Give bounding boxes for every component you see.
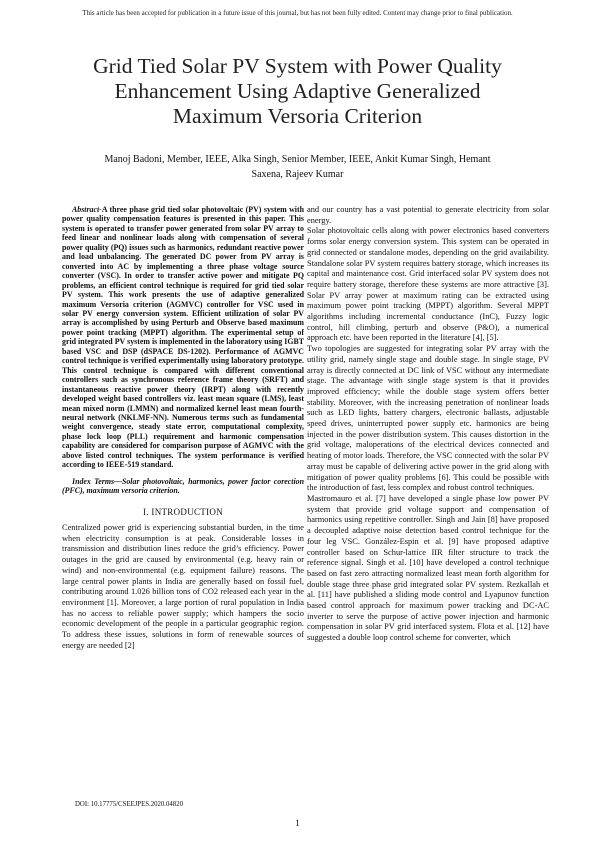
abstract [62, 205, 304, 470]
author-list [70, 152, 525, 182]
doi-line: DOI: 10.17775/CSEEJPES.2020.04820 [75, 801, 184, 808]
title-line: Enhancement Using Adaptive Generalized [114, 79, 481, 103]
abstract-label: Abstract- [72, 205, 102, 214]
abstract-text: A three phase grid tied solar photovoltaic (PV) system with power quality compensation features is presented in this paper. This system is operated to transfer power generated from solar PV array to feed linear and nonlinear loads along with compensation of several power quality (PQ) issues such as harmonics, redundant reactive power and load unbalancing. The generated DC power from PV array is converted into AC by implementing a three phase voltage source converter (VSC). In order to transfer active power and mitigate PQ problems, an efficient control technique is required for grid tied solar PV system. This work presents the use of adaptive generalized maximum Versoria criterion (AGMVC) controller for VSC used in solar PV energy conversion system. Efficient utilization of solar PV array is accomplished by using Perturb and Observe based maximum power point tracking (MPPT) algorithm. The experimental setup of grid integrated PV system is implemented in the laboratory using IGBT based VSC and DSP (dSPACE DS-1202). Performance of AGMVC control technique is verified experimentally using laboratory prototype. This control technique is compared with different conventional controllers such as synchronous reference frame theory (SRFT) and instantaneous reactive power theory (IRPT) along with recently developed weight based controllers viz. least mean square (LMS), least mean mixed norm (LMMN) and normalized kernel least mean fourth-neural network (NKLMF-NN). Numerous terms such as fundamental weight convergence, steady state error, computational complexity, phase lock loop (PLL) requirement and harmonic compensation capability are considered for comparison purpose of AGMVC with the above listed control techniques. The system performance is verified according to IEEE-519 standard. [62, 205, 304, 470]
author-line: Saxena, Rajeev Kumar [251, 169, 344, 180]
title-line: Maximum Versoria Criterion [172, 104, 423, 128]
left-column [62, 205, 304, 651]
publication-note: This article has been accepted for publication in a future issue of this journal, but has not been fully edited. Content may change prior to final publication. [82, 9, 513, 17]
paper-title [40, 54, 555, 129]
index-terms: Index Terms—Solar photovoltaic, harmonics, power factor corection (PFC), maximum versoria criterion. [62, 476, 304, 496]
page-number: 1 [295, 818, 300, 828]
right-column [307, 205, 549, 644]
title-line: Grid Tied Solar PV System with Power Quality [93, 54, 502, 78]
intro-paragraph: Centralized power grid is experiencing substantial burden, in the time when electricity consumption is at peak. Considerable losses in transmission and distribution lines reduce the grid’s efficiency. Power outages in the grid are caused by environmental (e.g. heavy rain or wind) and non-environmental (e.g. equipment failure) reasons. The large central power plants in India are generally based on fossil fuel, contributing around 1.026 billion tons of CO2 released each year in the environment [1]. Moreover, a large portion of rural population in India has no access to reliable power supply; which hampers the socio economic development of the people in a particular geographic region. To address these issues, solutions in form of renewable sources of energy are needed [2] [62, 523, 304, 650]
body-paragraph: Solar photovoltaic cells along with power electronics based converters forms solar energy conversion system. This system can be operated in grid connected or standalone modes, depending on the grid availability. Standalone solar PV system requires battery storage, which increases its capital and maintenance cost. Grid interfaced solar PV system does not require battery storage, therefore these systems are more attractive [3]. Solar PV array power at maximum rating can be extracted using maximum power point tracking (MPPT) algorithm. Several MPPT algorithms including incremental conductance (InC), Fuzzy logic control, hill climbing, perturb and observe (P&O), a numerical approach etc. have been reported in the literature [4], [5]. [307, 226, 549, 343]
section-heading: I. INTRODUCTION [143, 506, 223, 517]
body-paragraph: Two topologies are suggested for integrating solar PV array with the utility grid, namely single stage and double stage. In single stage, PV array is directly connected at DC link of VSC without any intermediate stage. The advantage with single stage system is that it provides improved efficiency; while the double stage system offers better stability. Moreover, with the increasing penetration of nonlinear loads such as LED lights, battery chargers, electronic ballasts, adjustable speed drives, uninterrupted power supply etc. harmonics are being injected in the power distribution system. This causes distortion in the grid voltage, maloperations of the electrical devices connected and heating of motor loads. Therefore, the VSC connected with the solar PV array must be capable of delivering active power in the grid along with mitigation of power quality problems [6]. This could be possible with the introduction of fast, less complex and robust control techniques. [307, 344, 549, 493]
body-paragraph: and our country has a vast potential to generate electricity from solar energy. [307, 205, 549, 225]
body-paragraph: Mastromauro et al. [7] have developed a single phase low power PV system that provide grid voltage support and compensation of harmonics using repetitive controller. Singh and Jain [8] have proposed a decoupled adaptive noise detection based control technique for the four leg VSC. González-Espin et al. [9] have proposed adaptive controller based on Schur-lattice IIR filter structure to track the reference signal. Singh et al. [10] have developed a control technique based on fast zero attracting normalized least mean forth algorithm for double stage three phase grid integrated solar PV system. Rezkallah et al. [11] have published a sliding mode control and Lyapunov function based control approach for maximum power tracking and DC-AC inverter to serve the purpose of active power injection and harmonic compensation in solar PV grid interfaced system. Flota et al. [12] have suggested a double loop control scheme for converter, which [307, 493, 549, 643]
author-line: Manoj Badoni, Member, IEEE, Alka Singh, Senior Member, IEEE, Ankit Kumar Singh, Hemant [104, 154, 491, 165]
